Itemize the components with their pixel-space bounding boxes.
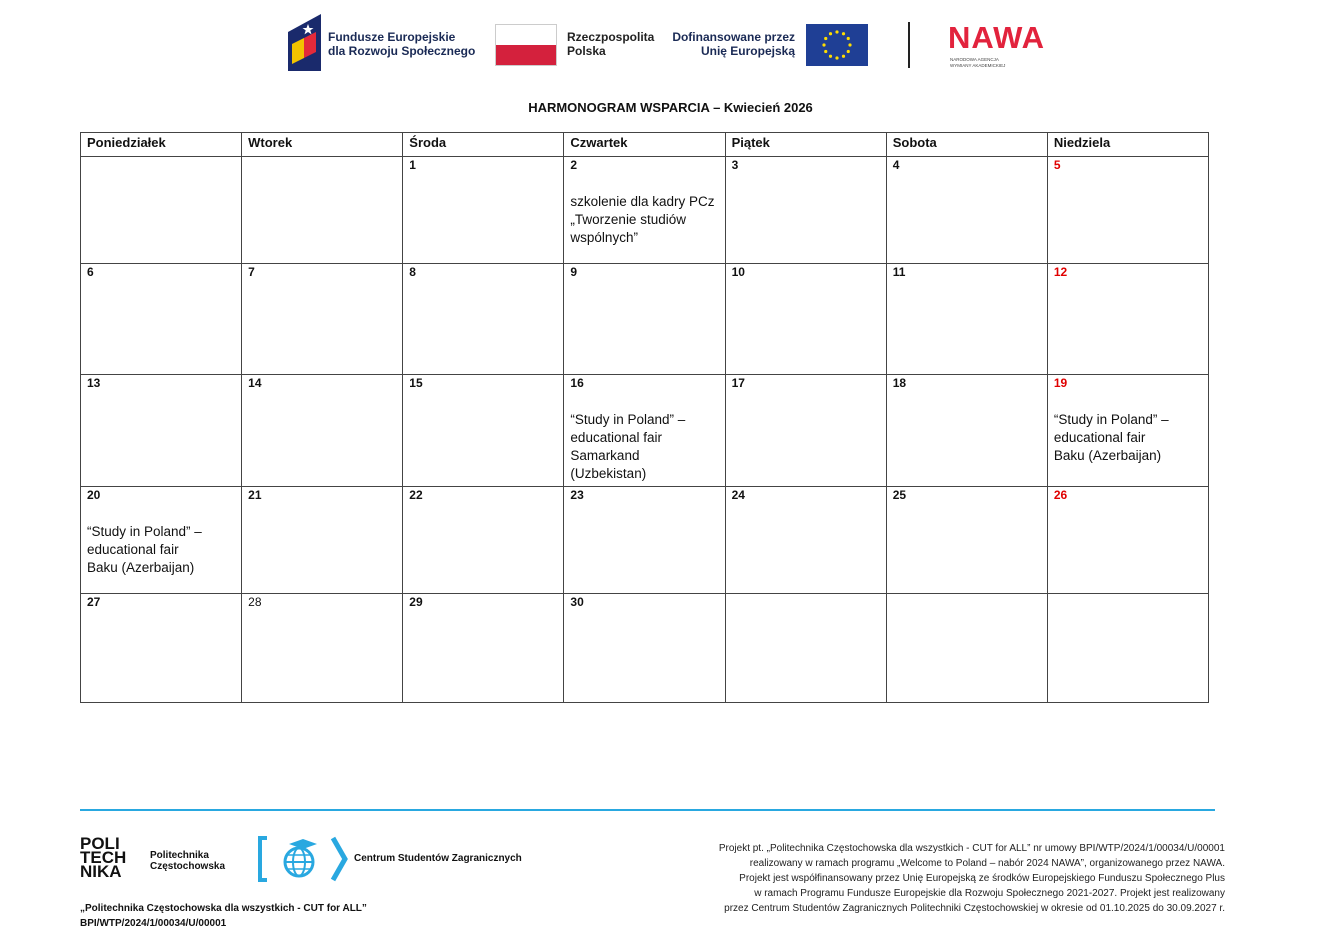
day-number: 27 <box>87 595 101 609</box>
calendar-day-cell <box>564 157 725 264</box>
calendar-day-cell <box>81 157 242 264</box>
calendar-day-cell <box>1047 264 1208 375</box>
day-number: 30 <box>570 595 584 609</box>
day-number: 14 <box>248 376 262 390</box>
day-number: 13 <box>87 376 101 390</box>
calendar-day-cell <box>725 264 886 375</box>
calendar-week-row <box>81 375 1209 487</box>
day-number: 10 <box>731 265 745 279</box>
eu-flag-icon <box>806 24 868 66</box>
day-number: 20 <box>87 488 101 502</box>
day-number: 29 <box>409 595 423 609</box>
calendar-day-cell <box>242 264 403 375</box>
weekday-header-row <box>81 133 1209 157</box>
calendar-day-cell <box>886 264 1047 375</box>
calendar-week-row <box>81 594 1209 703</box>
calendar-day-cell <box>1047 594 1208 703</box>
day-number: 28 <box>248 595 262 609</box>
day-number: 19 <box>1053 376 1068 390</box>
day-number: 6 <box>87 265 94 279</box>
calendar-day-cell <box>564 375 725 487</box>
day-number: 2 <box>570 158 578 172</box>
day-number: 7 <box>248 265 255 279</box>
nawa-wordmark: NAWA <box>948 20 1045 55</box>
day-number: 5 <box>1053 158 1061 172</box>
project-info: Projekt pt. „Politechnika Częstochowska dla wszystkich - CUT for ALL” nr umowy BPI/WTP/2024/1/00034/U/00001 realizowany w ramach programu „Welcome to Poland – nabór 2024 NAWA”, organizowanego przez NAWA. Projekt jest współfinansowany przez Unię Europejską ze środków Europejskiego Funduszu Społecznego Plus w ramach Programu Fundusze Europejskie dla Rozwoju Społecznego 2021-2027. Projekt jest realizowany przez Centrum Studentów Zagranicznych Politechniki Częstochowskiej w okresie od 01.10.2025 do 30.09.2027 r. <box>718 843 1225 914</box>
calendar-day-cell <box>242 487 403 594</box>
politechnika-label: Politechnika Częstochowska <box>150 850 226 872</box>
globe-icon <box>257 836 349 882</box>
calendar-day-cell <box>564 264 725 375</box>
calendar-table <box>80 132 1209 703</box>
calendar-day-cell <box>403 375 564 487</box>
calendar-day-cell <box>242 157 403 264</box>
calendar-week-row <box>81 487 1209 594</box>
calendar-day-cell <box>886 594 1047 703</box>
calendar-week-row <box>81 264 1209 375</box>
calendar-day-cell <box>81 594 242 703</box>
day-number: 23 <box>570 488 584 502</box>
day-number: 3 <box>731 158 739 172</box>
day-number: 17 <box>731 376 745 390</box>
weekday-header: Środa <box>403 133 564 157</box>
weekday-header: Piątek <box>725 133 886 157</box>
weekday-header: Niedziela <box>1047 133 1208 157</box>
nawa-subtitle: NARODOWA AGENCJA WYMIANY AKADEMICKIEJ <box>950 57 1006 68</box>
day-number: 16 <box>570 376 584 390</box>
calendar-day-cell <box>564 487 725 594</box>
calendar-event: “Study in Poland” – educational fair Baku (Azerbaijan) <box>1053 412 1169 463</box>
poland-flag-icon <box>495 24 557 66</box>
day-number: 1 <box>409 158 416 172</box>
calendar-day-cell <box>403 487 564 594</box>
weekday-header: Poniedziałek <box>81 133 242 157</box>
eu-logo-text: Dofinansowane przez Unię Europejską <box>672 30 795 58</box>
logo-separator <box>908 22 910 68</box>
day-number: 22 <box>409 488 423 502</box>
calendar-day-cell <box>725 594 886 703</box>
calendar-event: “Study in Poland” – educational fair Samarkand (Uzbekistan) <box>570 412 686 481</box>
calendar-day-cell <box>886 487 1047 594</box>
calendar-day-cell <box>81 264 242 375</box>
nawa-logo <box>948 22 1058 70</box>
calendar-event: “Study in Poland” – educational fair Baku (Azerbaijan) <box>87 524 202 575</box>
calendar-day-cell <box>725 157 886 264</box>
day-number: 15 <box>409 376 423 390</box>
day-number: 24 <box>731 488 745 502</box>
weekday-header: Wtorek <box>242 133 403 157</box>
calendar-day-cell <box>1047 375 1208 487</box>
calendar-day-cell <box>886 375 1047 487</box>
weekday-header: Sobota <box>886 133 1047 157</box>
calendar-day-cell <box>81 375 242 487</box>
calendar-day-cell <box>81 487 242 594</box>
calendar-day-cell <box>1047 487 1208 594</box>
calendar-day-cell <box>403 157 564 264</box>
calendar-day-cell <box>403 264 564 375</box>
day-number: 26 <box>1053 488 1068 502</box>
project-title: „Politechnika Częstochowska dla wszystkich - CUT for ALL” BPI/WTP/2024/1/00034/U/00001 <box>80 903 367 929</box>
calendar-day-cell <box>242 375 403 487</box>
day-number: 21 <box>248 488 262 502</box>
fe-logo-text: Fundusze Europejskie dla Rozwoju Społecznego <box>328 30 476 58</box>
calendar-day-cell <box>403 594 564 703</box>
csz-label: Centrum Studentów Zagranicznych <box>354 853 522 864</box>
footer-divider <box>80 809 1215 811</box>
page-title: HARMONOGRAM WSPARCIA – Kwiecień 2026 <box>528 100 813 115</box>
day-number: 25 <box>892 488 907 502</box>
calendar-day-cell <box>886 157 1047 264</box>
calendar-week-row <box>81 157 1209 264</box>
fe-flag-icon <box>288 14 321 71</box>
calendar-day-cell <box>564 594 725 703</box>
calendar-day-cell <box>725 375 886 487</box>
weekday-header: Czwartek <box>564 133 725 157</box>
calendar-event: szkolenie dla kadry PCz „Tworzenie studiów wspólnych” <box>570 194 715 245</box>
politechnika-logo: POLI TECH NIKA <box>80 834 127 881</box>
day-number: 9 <box>570 265 578 279</box>
day-number: 4 <box>892 158 900 172</box>
day-number: 18 <box>892 376 907 390</box>
fe-logo <box>288 14 488 72</box>
day-number: 12 <box>1053 265 1068 279</box>
day-number: 11 <box>892 265 906 279</box>
calendar-day-cell <box>725 487 886 594</box>
calendar-day-cell <box>1047 157 1208 264</box>
calendar-day-cell <box>242 594 403 703</box>
day-number: 8 <box>409 265 416 279</box>
poland-logo-text: Rzeczpospolita Polska <box>567 30 655 58</box>
